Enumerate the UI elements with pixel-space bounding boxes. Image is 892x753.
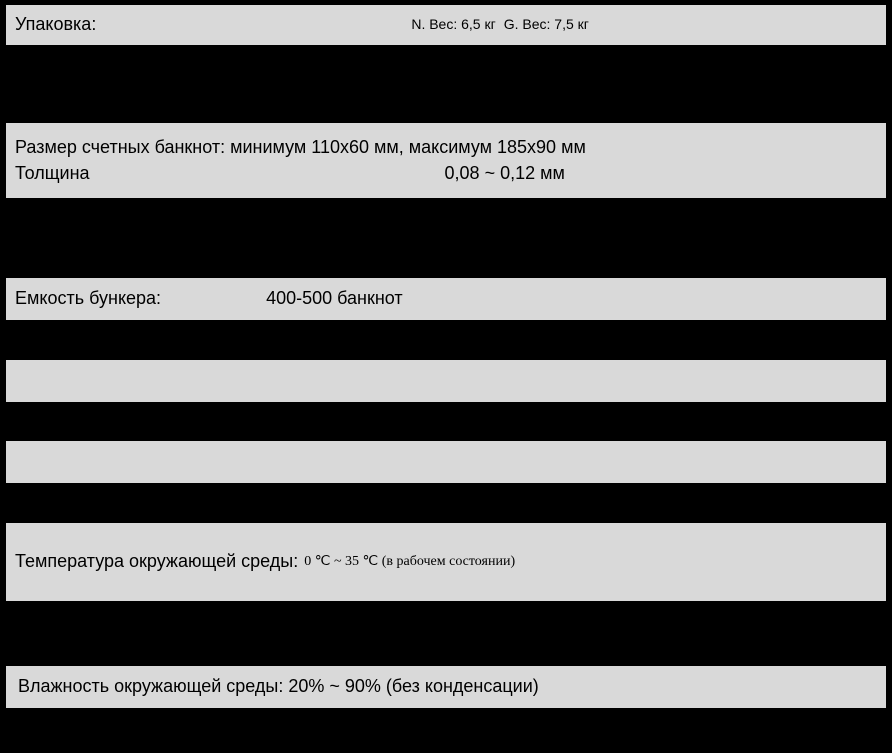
banknote-thickness-line — [6, 164, 886, 184]
ambient-temperature-value: 0 ℃ ~ 35 ℃ (в рабочем состоянии) — [304, 554, 516, 570]
ambient-temperature-label: Температура окружающей среды: — [15, 551, 299, 572]
hopper-capacity-label: Емкость бункера: — [15, 288, 162, 309]
packing-label: Упаковка: — [15, 14, 97, 35]
hopper-capacity-value: 400-500 банкнот — [266, 288, 403, 309]
table-row-packing — [5, 4, 887, 46]
table-row-blank-2 — [5, 440, 887, 484]
table-row-blank-1 — [5, 359, 887, 403]
packing-gross-weight-value: G. Вес: 7,5 кг — [503, 16, 589, 33]
table-row-hopper-capacity — [5, 277, 887, 321]
banknote-thickness-value: 0,08 ~ 0,12 мм — [444, 162, 565, 183]
table-row-ambient-humidity — [5, 665, 887, 709]
banknote-thickness-label: Толщина — [15, 162, 90, 183]
table-row-banknote-size — [5, 122, 887, 199]
banknote-size-label: Размер счетных банкнот: минимум 110x60 мм, максимум 185x90 мм — [15, 136, 586, 157]
banknote-size-line — [6, 138, 886, 158]
ambient-humidity-label: Влажность окружающей среды: 20% ~ 90% (без конденсации) — [18, 676, 539, 697]
banknote-size-stack — [6, 138, 886, 184]
table-row-ambient-temperature — [5, 522, 887, 602]
packing-net-weight-value: N. Вес: 6,5 кг — [411, 16, 496, 33]
